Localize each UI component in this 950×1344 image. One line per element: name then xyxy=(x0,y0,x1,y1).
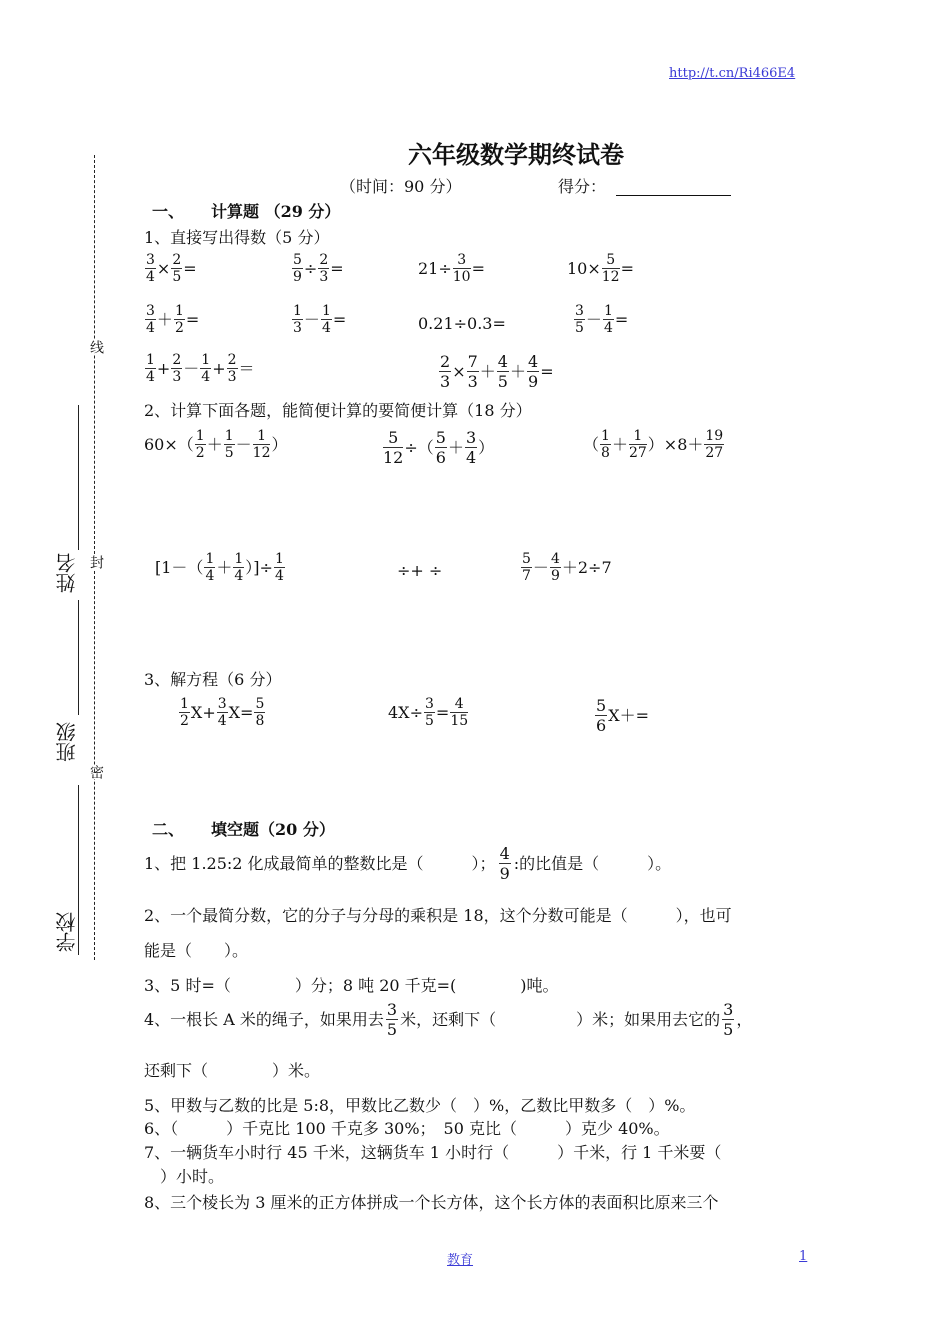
score-label: 得分： xyxy=(558,177,607,196)
q2-expr-e: ÷+ ÷ xyxy=(397,561,443,580)
exam-time: （时间：90 分） xyxy=(340,177,462,196)
fraction: $\frac{7}{3}$ xyxy=(467,352,478,391)
section1-number: 一、 xyxy=(152,202,185,221)
q1-r3-a: $\frac{1}{4}$ + $\frac{2}{3}$ － $\frac{1}{4}$ + $\frac{2}{3}$ ＝ xyxy=(146,352,255,385)
fraction: $\frac{1}{4}$ xyxy=(603,303,613,336)
fraction: $\frac{4}{15}$ xyxy=(450,696,469,729)
fraction: $\frac{1}{12}$ xyxy=(252,428,271,461)
fraction: $\frac{2}{5}$ xyxy=(172,252,182,285)
fraction: $\frac{19}{27}$ xyxy=(705,428,724,461)
fill-q4-line1: 4、一根长 A 米的绳子，如果用去 $\frac{3}{5}$ 米，还剩下（ ）米；如果用去它的 $\frac{3}{5}$ ， xyxy=(144,1000,753,1039)
q2-expr-f: $\frac{5}{7}$ － $\frac{4}{9}$ ＋2÷7 xyxy=(522,551,612,584)
fraction: $\frac{1}{27}$ xyxy=(628,428,647,461)
fraction: $\frac{4}{5}$ xyxy=(497,352,508,391)
q2-expr-a: 60×（ $\frac{1}{2}$ ＋ $\frac{1}{5}$ － $\frac{1}{12}$ ） xyxy=(144,428,288,461)
score-field[interactable] xyxy=(616,195,731,196)
fraction: $\frac{5}{7}$ xyxy=(522,551,531,584)
fraction: $\frac{3}{5}$ xyxy=(386,1000,398,1039)
fraction: $\frac{3}{4}$ xyxy=(146,303,155,336)
name-field[interactable] xyxy=(78,405,79,550)
q1-r2-a: $\frac{3}{4}$ ＋ $\frac{1}{2}$ = xyxy=(146,303,200,336)
fraction: $\frac{1}{4}$ xyxy=(321,303,331,336)
fraction: $\frac{5}{12}$ xyxy=(383,428,404,467)
q2-expr-b: $\frac{5}{12}$ ÷（ $\frac{5}{6}$ ＋ $\frac{3}{4}$ ） xyxy=(383,428,495,467)
school-label: 学校 xyxy=(55,912,79,952)
name-label: 姓名 xyxy=(55,553,79,593)
fraction: $\frac{1}{4}$ xyxy=(234,551,244,584)
fill-q7-line2: ）小时。 xyxy=(144,1167,225,1186)
fraction: $\frac{1}{4}$ xyxy=(205,551,215,584)
q2-label: 2、计算下面各题，能简便计算的要简便计算（18 分） xyxy=(144,401,532,420)
class-label: 班级 xyxy=(55,722,79,762)
q3-label: 3、解方程（6 分） xyxy=(144,670,282,689)
class-field[interactable] xyxy=(78,600,79,715)
fraction: $\frac{5}{12}$ xyxy=(601,252,620,285)
fraction: $\frac{3}{10}$ xyxy=(452,252,471,285)
section2-number: 二、 xyxy=(152,820,185,839)
fraction: $\frac{3}{4}$ xyxy=(465,428,477,467)
fraction: $\frac{3}{4}$ xyxy=(217,696,227,729)
fraction: $\frac{1}{4}$ xyxy=(274,551,284,584)
fraction: $\frac{2}{3}$ xyxy=(319,252,329,285)
fraction: $\frac{4}{9}$ xyxy=(550,551,560,584)
fraction: $\frac{4}{9}$ xyxy=(528,352,539,391)
fill-q7-line1: 7、一辆货车小时行 45 千米，这辆货车 1 小时行（ ）千米，行 1 千米要（ xyxy=(144,1143,722,1162)
fraction: $\frac{5}{9}$ xyxy=(293,252,302,285)
fraction: $\frac{1}{2}$ xyxy=(174,303,184,336)
school-field[interactable] xyxy=(78,785,79,955)
fraction: $\frac{5}{6}$ xyxy=(596,696,607,735)
q2-expr-d: [1－（ $\frac{1}{4}$ ＋ $\frac{1}{4}$ ）]÷ $\frac{1}{4}$ xyxy=(155,551,284,584)
fraction: $\frac{5}{6}$ xyxy=(435,428,446,467)
margin-mark-secret: 密 xyxy=(88,765,104,779)
fill-q6: 6、（ ）千克比 100 千克多 30%； 50 克比（ ）克少 40%。 xyxy=(144,1119,670,1138)
margin-mark-line: 线 xyxy=(88,340,104,354)
fill-q3: 3、5 时=（ ）分；8 吨 20 千克=( )吨。 xyxy=(144,976,559,995)
fraction: $\frac{3}{5}$ xyxy=(575,303,584,336)
fill-q5: 5、甲数与乙数的比是 5:8，甲数比乙数少（ ）%，乙数比甲数多（ ）%。 xyxy=(144,1096,696,1115)
q1-r1-d: 10× $\frac{5}{12}$ = xyxy=(567,252,634,285)
page-title: 六年级数学期终试卷 xyxy=(408,140,624,169)
fraction: $\frac{2}{3}$ xyxy=(172,352,182,385)
footer-link[interactable]: 教育 xyxy=(447,1253,474,1268)
q3-eq-a: $\frac{1}{2}$ X+ $\frac{3}{4}$ X= $\frac{5}{8}$ xyxy=(180,696,265,729)
fraction: $\frac{1}{8}$ xyxy=(601,428,610,461)
fraction: $\frac{3}{5}$ xyxy=(424,696,434,729)
fraction: $\frac{3}{4}$ xyxy=(146,252,155,285)
fraction: $\frac{1}{2}$ xyxy=(180,696,189,729)
fraction: $\frac{4}{9}$ xyxy=(499,844,510,883)
fraction: $\frac{1}{3}$ xyxy=(293,303,302,336)
q1-r2-d: $\frac{3}{5}$ － $\frac{1}{4}$ = xyxy=(575,303,629,336)
section1-heading: 计算题 （29 分） xyxy=(211,202,341,221)
fraction: $\frac{3}{5}$ xyxy=(723,1000,734,1039)
fill-q8: 8、三个棱长为 3 厘米的正方体拼成一个长方体，这个长方体的表面积比原来三个 xyxy=(144,1193,719,1212)
section2-heading: 填空题（20 分） xyxy=(211,820,335,839)
fill-q1: 1、把 1.25:2 化成最简单的整数比是（ ）； $\frac{4}{9}$ :的比值是（ ）。 xyxy=(144,844,672,883)
fraction: $\frac{1}{4}$ xyxy=(201,352,211,385)
fraction: $\frac{1}{4}$ xyxy=(146,352,155,385)
q1-r2-b: $\frac{1}{3}$ － $\frac{1}{4}$ = xyxy=(293,303,347,336)
q1-r1-c: 21÷ $\frac{3}{10}$ = xyxy=(418,252,485,285)
fill-q2-line1: 2、一个最简分数，它的分子与分母的乘积是 18，这个分数可能是（ ），也可 xyxy=(144,906,732,925)
fraction: $\frac{2}{3}$ xyxy=(440,352,451,391)
fraction: $\frac{5}{8}$ xyxy=(255,696,265,729)
header-url-link[interactable]: http://t.cn/Ri466E4 xyxy=(669,66,796,81)
q1-r1-b: $\frac{5}{9}$ ÷ $\frac{2}{3}$ = xyxy=(293,252,344,285)
fill-q2-line2: 能是（ ）。 xyxy=(144,941,249,960)
q2-expr-c: （ $\frac{1}{8}$ ＋ $\frac{1}{27}$ ）×8＋ $\frac{19}{27}$ xyxy=(583,428,724,461)
fraction: $\frac{2}{3}$ xyxy=(227,352,237,385)
q1-r3-b: $\frac{2}{3}$ × $\frac{7}{3}$ ＋ $\frac{4}{5}$ ＋ $\frac{4}{9}$ = xyxy=(440,352,554,391)
page-number[interactable]: 1 xyxy=(799,1249,808,1264)
q1-r1-a: $\frac{3}{4}$ × $\frac{2}{5}$ = xyxy=(146,252,197,285)
fill-q4-line2: 还剩下（ ）米。 xyxy=(144,1061,321,1080)
q1-label: 1、直接写出得数（5 分） xyxy=(144,228,330,247)
q3-eq-b: 4X÷ $\frac{3}{5}$ = $\frac{4}{15}$ xyxy=(388,696,469,729)
q1-r2-c: 0.21÷0.3= xyxy=(418,314,506,333)
q3-eq-c: $\frac{5}{6}$ X＋= xyxy=(596,696,649,735)
fraction: $\frac{1}{5}$ xyxy=(224,428,234,461)
fraction: $\frac{1}{2}$ xyxy=(195,428,205,461)
margin-mark-seal: 封 xyxy=(88,555,104,569)
